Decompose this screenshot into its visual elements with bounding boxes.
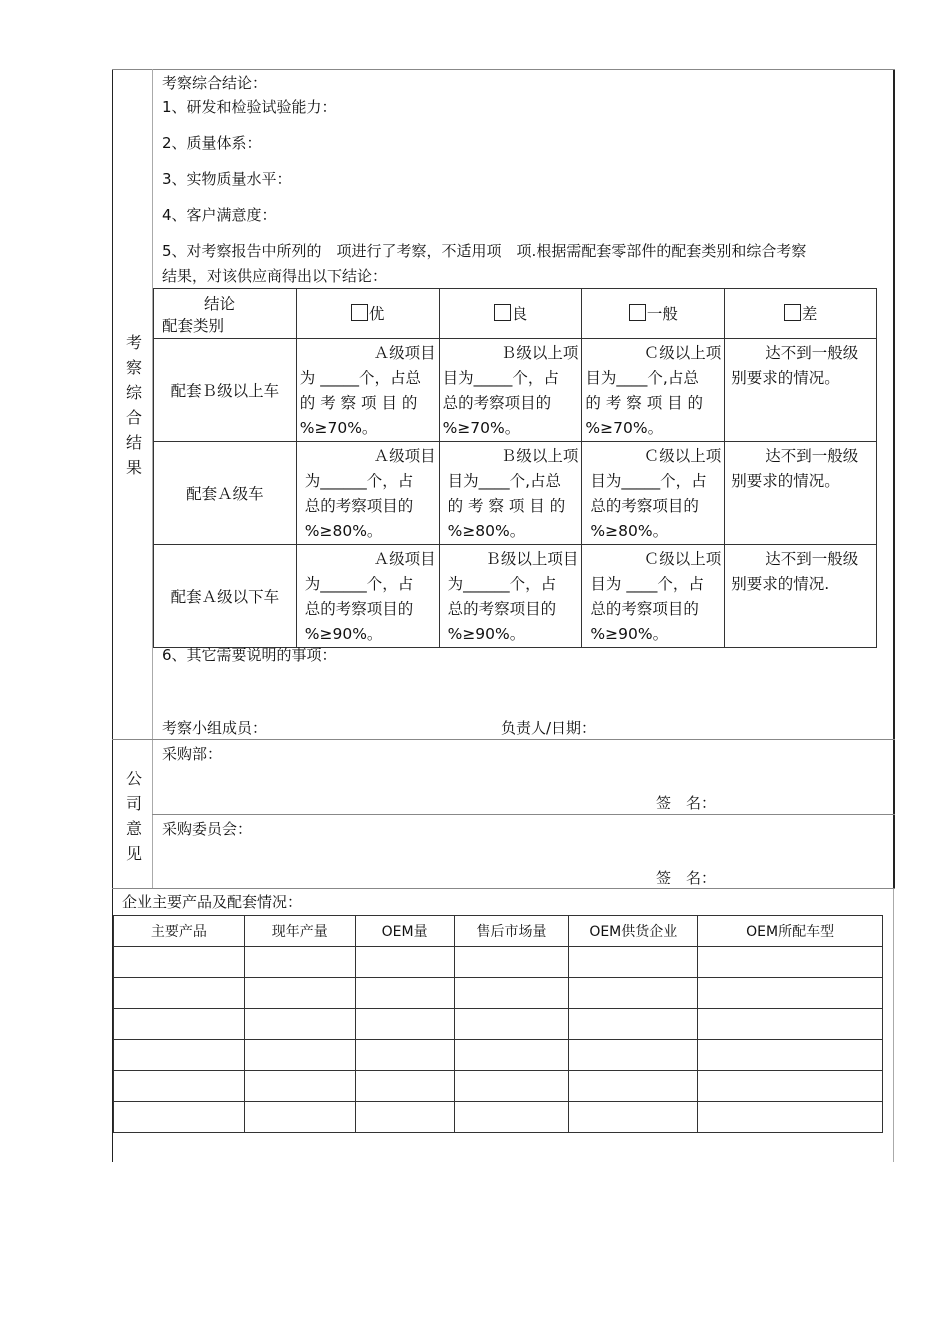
grade-label: 良: [511, 305, 528, 323]
table-cell[interactable]: [244, 1071, 355, 1102]
side-char: 司: [125, 794, 142, 813]
item-rd-capability: 1、研发和检验试验能力：: [162, 98, 337, 116]
cell-line: 达不到一般级: [765, 344, 859, 362]
side-char: 综: [125, 383, 142, 402]
cell-line: 总的考察项目的: [442, 394, 552, 412]
header-oem-vehicle-model: OEM所配车型: [698, 916, 883, 947]
table-cell[interactable]: [569, 1071, 698, 1102]
item-customer-satisfaction: 4、客户满意度：: [162, 206, 277, 224]
cell-line: 为______个，占: [447, 575, 557, 593]
products-title: 企业主要产品及配套情况：: [122, 893, 303, 911]
table-cell[interactable]: [355, 1071, 454, 1102]
inspection-members-label: 考察小组成员：: [162, 719, 268, 737]
grade-label: 差: [801, 305, 818, 323]
grade-row-b-above: [154, 339, 877, 442]
grade-table: [153, 288, 877, 648]
grade-cell: [725, 339, 877, 442]
table-row: [114, 947, 883, 978]
cell-line: 达不到一般级: [765, 550, 859, 568]
side-char: 考: [125, 333, 142, 352]
table-row: [114, 1009, 883, 1040]
category-label: 配套Ａ级车: [154, 442, 297, 545]
committee-label: 采购委员会：: [162, 820, 253, 838]
purchasing-dept-label: 采购部：: [162, 745, 223, 763]
table-cell[interactable]: [698, 1009, 883, 1040]
side-char: 公: [125, 769, 142, 788]
table-cell[interactable]: [244, 978, 355, 1009]
grade-row-a: [154, 442, 877, 545]
cell-line: 别要求的情况.: [731, 575, 830, 593]
header-oem-supplier: OEM供货企业: [569, 916, 698, 947]
responsible-date-label: 负责人/日期：: [501, 719, 597, 737]
table-cell[interactable]: [454, 1071, 569, 1102]
cell-line: 为______个，占: [304, 575, 414, 593]
table-cell[interactable]: [698, 947, 883, 978]
table-cell[interactable]: [355, 978, 454, 1009]
cell-line: %≥70%。: [585, 419, 664, 437]
header-aftermarket-volume: 售后市场量: [454, 916, 569, 947]
frame-top-border: [112, 69, 895, 70]
table-cell[interactable]: [454, 1040, 569, 1071]
products-table-body: [114, 947, 883, 1133]
side-char: 果: [125, 458, 142, 477]
grade-excellent[interactable]: [296, 289, 439, 339]
cell-line: 目为_____个，占: [442, 369, 559, 387]
grade-poor[interactable]: [725, 289, 877, 339]
table-cell[interactable]: [355, 1102, 454, 1133]
table-row: [114, 1071, 883, 1102]
item5-line2: 结果，对该供应商得出以下结论：: [162, 267, 388, 285]
table-cell[interactable]: [569, 1009, 698, 1040]
cell-line: %≥90%。: [304, 625, 383, 643]
cell-line: 总的考察项目的: [590, 497, 699, 515]
header-main-product: 主要产品: [114, 916, 245, 947]
cell-line: 目为____个,占总: [585, 369, 699, 387]
table-cell[interactable]: [114, 1009, 245, 1040]
cell-line: 总的考察项目的: [304, 497, 414, 515]
item-physical-quality: 3、实物质量水平：: [162, 170, 292, 188]
side-char: 结: [125, 433, 142, 452]
corner-conclusion: 结论: [204, 294, 236, 313]
cell-line: Ｂ级以上项目: [485, 550, 579, 568]
cell-line: 目为____个,占总: [447, 472, 562, 490]
side-char: 察: [125, 358, 142, 377]
cell-line: 总的考察项目的: [447, 600, 557, 618]
grade-cell: [725, 545, 877, 648]
table-cell[interactable]: [244, 947, 355, 978]
table-cell[interactable]: [355, 1040, 454, 1071]
cell-line: 目为_____个，占: [590, 472, 707, 490]
cell-line: 的 考 察 项 目 的: [299, 394, 418, 412]
opinion-bottom-border: [112, 888, 895, 889]
table-cell[interactable]: [454, 978, 569, 1009]
grade-row-a-below: [154, 545, 877, 648]
table-cell[interactable]: [114, 1071, 245, 1102]
table-cell[interactable]: [355, 1009, 454, 1040]
table-cell[interactable]: [114, 978, 245, 1009]
opinion-divider: [152, 814, 895, 815]
grade-cell: [582, 442, 725, 545]
item5-line1: 5、对考察报告中所列的 项进行了考察，不适用项 项.根据需配套零部件的配套类别和综合考察: [162, 242, 807, 260]
side-char: 意: [125, 819, 142, 838]
table-cell[interactable]: [698, 1071, 883, 1102]
checkbox-icon[interactable]: [629, 304, 646, 321]
products-table: [113, 915, 883, 1133]
item-quality-system: 2、质量体系：: [162, 134, 262, 152]
table-cell[interactable]: [454, 1102, 569, 1133]
products-header-row: [114, 916, 883, 947]
table-cell[interactable]: [569, 1102, 698, 1133]
table-cell[interactable]: [114, 947, 245, 978]
cell-line: %≥90%。: [447, 625, 526, 643]
grade-label: 一般: [646, 305, 678, 323]
table-cell[interactable]: [698, 1040, 883, 1071]
grade-cell: [439, 339, 582, 442]
cell-line: %≥90%。: [590, 625, 669, 643]
cell-line: 的 考 察 项 目 的: [447, 497, 566, 515]
cell-line: Ｂ级以上项: [500, 447, 579, 465]
cell-line: Ａ级项目: [373, 550, 436, 568]
cell-line: %≥80%。: [304, 522, 383, 540]
cell-line: Ｃ级以上项: [643, 447, 722, 465]
cell-line: %≥80%。: [447, 522, 526, 540]
table-cell[interactable]: [698, 978, 883, 1009]
cell-line: 为 _____个，占总: [299, 369, 421, 387]
category-label: 配套Ａ级以下车: [154, 545, 297, 648]
cell-line: 目为 ____个，占: [590, 575, 704, 593]
cell-line: %≥80%。: [590, 522, 669, 540]
table-row: [114, 1102, 883, 1133]
grade-cell: [296, 545, 439, 648]
item-other-notes: 6、其它需要说明的事项：: [162, 646, 337, 664]
grade-good[interactable]: [439, 289, 582, 339]
side-char: 合: [125, 408, 142, 427]
table-cell[interactable]: [454, 1009, 569, 1040]
grade-header-row: [154, 289, 877, 339]
table-cell[interactable]: [355, 947, 454, 978]
table-row: [114, 1040, 883, 1071]
table-cell[interactable]: [569, 947, 698, 978]
grade-average[interactable]: [582, 289, 725, 339]
corner-cell: [154, 289, 297, 339]
table-cell[interactable]: [569, 978, 698, 1009]
category-label: 配套Ｂ级以上车: [154, 339, 297, 442]
table-cell[interactable]: [114, 1040, 245, 1071]
table-cell[interactable]: [569, 1040, 698, 1071]
cell-line: Ｂ级以上项: [500, 344, 579, 362]
grade-cell: [725, 442, 877, 545]
purchasing-signature-label: 签 名：: [656, 794, 717, 812]
cell-line: Ｃ级以上项: [643, 344, 722, 362]
frame-right-border-lower: [893, 889, 894, 1162]
cell-line: Ｃ级以上项: [643, 550, 722, 568]
cell-line: 为______个，占: [304, 472, 414, 490]
cell-line: 总的考察项目的: [304, 600, 414, 618]
table-cell[interactable]: [454, 947, 569, 978]
grade-cell: [582, 545, 725, 648]
table-cell[interactable]: [244, 1009, 355, 1040]
cell-line: 达不到一般级: [765, 447, 859, 465]
grade-cell: [296, 339, 439, 442]
cell-line: %≥70%。: [299, 419, 378, 437]
table-cell[interactable]: [114, 1102, 245, 1133]
grade-cell: [582, 339, 725, 442]
table-row: [114, 978, 883, 1009]
committee-signature-label: 签 名：: [656, 869, 717, 887]
grade-cell: [296, 442, 439, 545]
checkbox-icon[interactable]: [494, 304, 511, 321]
cell-line: 别要求的情况。: [731, 472, 840, 490]
header-annual-output: 现年产量: [244, 916, 355, 947]
checkbox-icon[interactable]: [351, 304, 368, 321]
cell-line: Ａ级项目: [373, 447, 436, 465]
cell-line: 别要求的情况。: [731, 369, 840, 387]
cell-line: 的 考 察 项 目 的: [585, 394, 704, 412]
grade-label: 优: [368, 305, 385, 323]
grade-cell: [439, 442, 582, 545]
cell-line: Ａ级项目: [373, 344, 436, 362]
header-oem-volume: OEM量: [355, 916, 454, 947]
cell-line: 总的考察项目的: [590, 600, 699, 618]
cell-line: %≥70%。: [442, 419, 521, 437]
table-cell[interactable]: [244, 1040, 355, 1071]
grade-cell: [439, 545, 582, 648]
table-cell[interactable]: [244, 1102, 355, 1133]
conclusion-title: 考察综合结论：: [162, 74, 268, 92]
side-char: 见: [125, 844, 142, 863]
table-cell[interactable]: [698, 1102, 883, 1133]
corner-category: 配套类别: [162, 316, 225, 335]
checkbox-icon[interactable]: [784, 304, 801, 321]
section-divider: [112, 739, 895, 740]
frame-right-border: [893, 69, 895, 889]
